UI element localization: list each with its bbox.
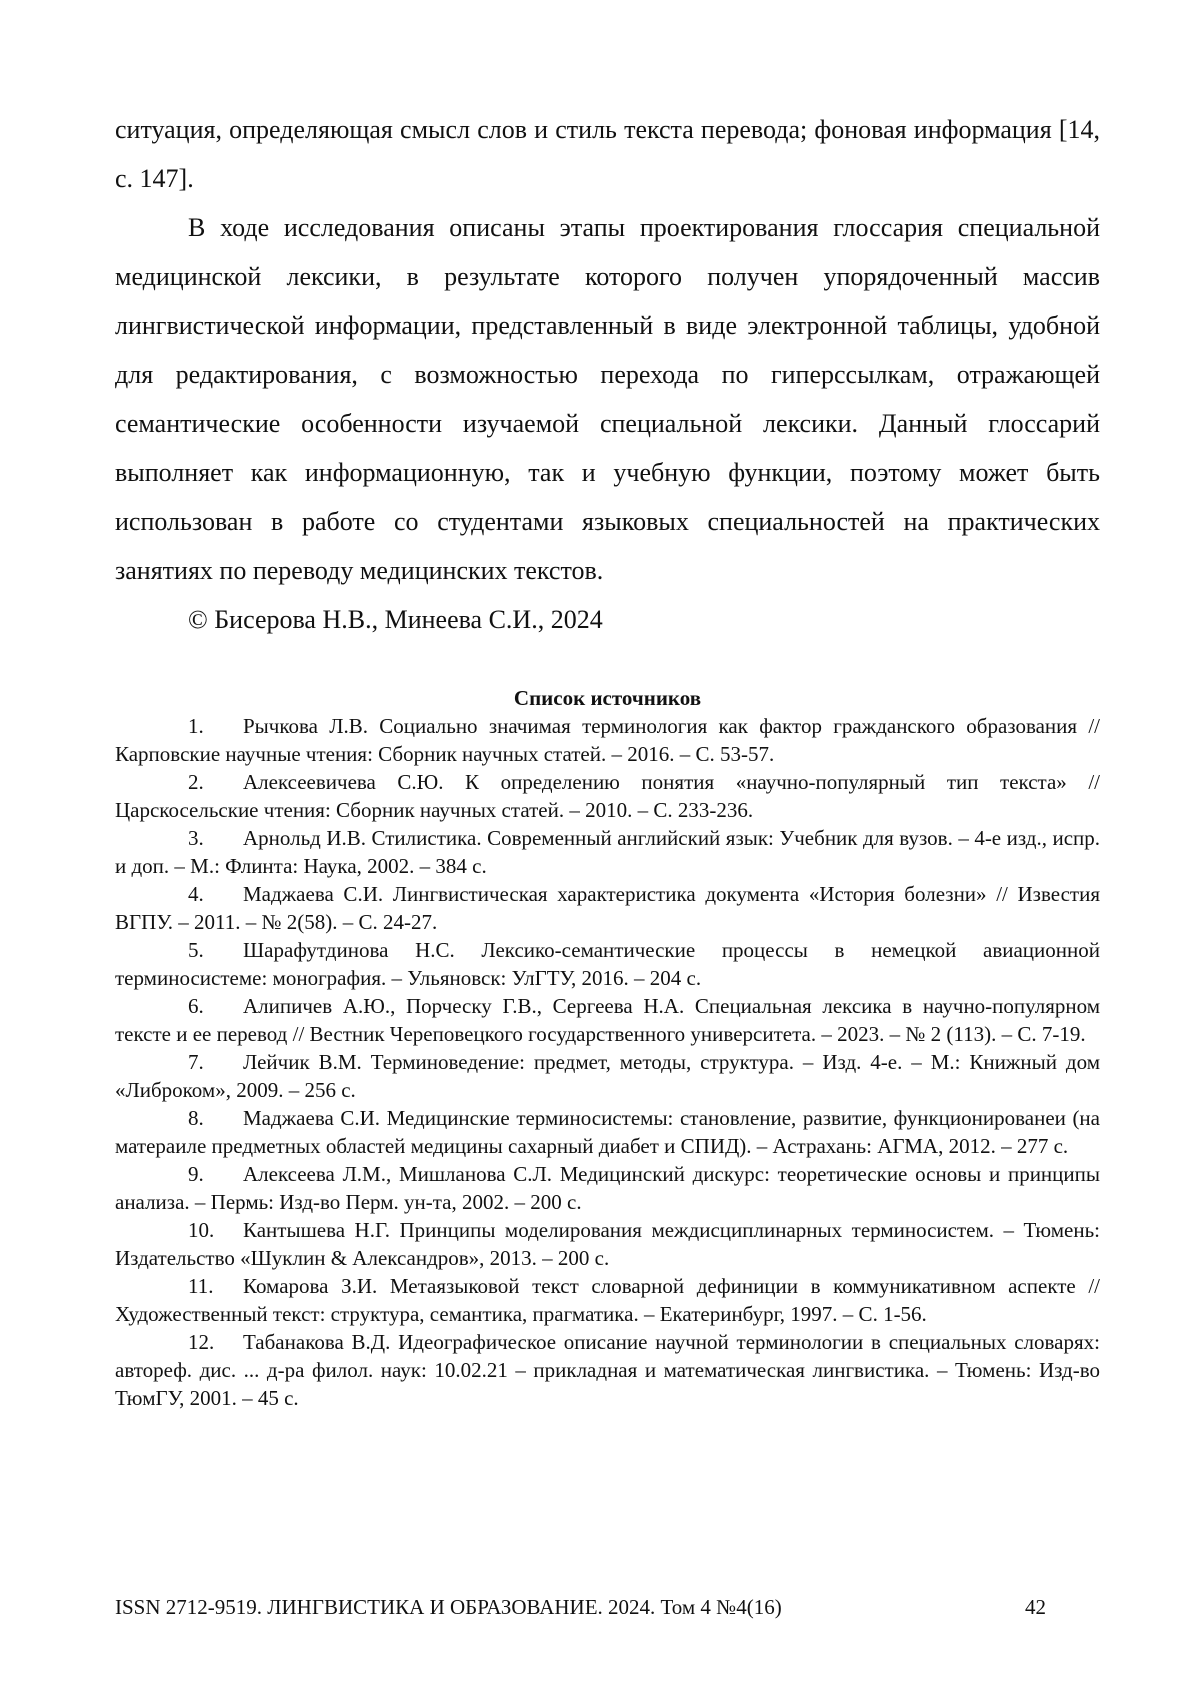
reference-text: Шарафутдинова Н.С. Лексико-семантические процессы в немецкой авиационной терминосистеме: монография. – Ульяновск: УлГТУ, 2016. – 204 с. (115, 938, 1100, 990)
reference-text: Кантышева Н.Г. Принципы моделирования междисциплинарных терминосистем. – Тюмень: Издательство «Шуклин & Александров», 2013. – 200 с. (115, 1218, 1100, 1270)
body-paragraph-2: В ходе исследования описаны этапы проектирования глоссария специальной медицинской лексики, в результате которого получен упорядоченный массив лингвистической информации, представленный в виде электронной таблицы, удобной для редактирования, с возможностью перехода по гиперссылкам, отражающей семантические особенности изучаемой специальной лексики. Данный глоссарий выполняет как информационную, так и учебную функции, поэтому может быть использован в работе со студентами языковых специальностей на практических занятиях по переводу медицинских текстов. (115, 213, 1100, 585)
reference-item (115, 768, 1100, 824)
reference-number: 8. (188, 1106, 204, 1130)
reference-text: Алексеевичева С.Ю. К определению понятия «научно-популярный тип текста» // Царскосельские чтения: Сборник научных статей. – 2010. – С. 233-236. (115, 770, 1100, 822)
reference-number: 12. (188, 1330, 215, 1354)
reference-item (115, 1104, 1100, 1160)
reference-number: 5. (188, 938, 204, 962)
reference-item (115, 1216, 1100, 1272)
reference-text: Табанакова В.Д. Идеографическое описание научной терминологии в специальных словарях: автореф. дис. ... д-ра филол. наук: 10.02.21 – прикладная и математическая лингвистика. – Тюмень: Изд-во ТюмГУ, 2001. – 45 с. (115, 1330, 1100, 1410)
reference-item (115, 936, 1100, 992)
footer-journal-info: ISSN 2712-9519. ЛИНГВИСТИКА И ОБРАЗОВАНИЕ. 2024. Том 4 №4(16) (115, 1595, 782, 1619)
reference-item (115, 1328, 1100, 1412)
reference-item (115, 992, 1100, 1048)
reference-item (115, 1160, 1100, 1216)
copyright-line: © Бисерова Н.В., Минеева С.И., 2024 (188, 605, 603, 634)
reference-item (115, 712, 1100, 768)
reference-text: Алексеева Л.М., Мишланова С.Л. Медицинский дискурс: теоретические основы и принципы анализа. – Пермь: Изд-во Перм. ун-та, 2002. – 200 с. (115, 1162, 1100, 1214)
reference-text: Маджаева С.И. Медицинские терминосистемы: становление, развитие, функционированеи (на матераиле предметных областей медицины сахарный диабет и СПИД). – Астрахань: АГМА, 2012. – 277 с. (115, 1106, 1100, 1158)
page-number: 42 (1025, 1595, 1046, 1619)
reference-number: 10. (188, 1218, 215, 1242)
reference-number: 4. (188, 882, 204, 906)
reference-text: Лейчик В.М. Терминоведение: предмет, методы, структура. – Изд. 4-е. – М.: Книжный дом «Либроком», 2009. – 256 с. (115, 1050, 1100, 1102)
references-list (115, 712, 1100, 1412)
reference-number: 7. (188, 1050, 204, 1074)
reference-text: Маджаева С.И. Лингвистическая характеристика документа «История болезни» // Известия ВГПУ. – 2011. – № 2(58). – С. 24-27. (115, 882, 1100, 934)
reference-item (115, 1272, 1100, 1328)
reference-number: 6. (188, 994, 204, 1018)
reference-item (115, 824, 1100, 880)
references-title: Список источников (513, 686, 702, 710)
reference-text: Арнольд И.В. Стилистика. Современный английский язык: Учебник для вузов. – 4-е изд., испр. и доп. – М.: Флинта: Наука, 2002. – 384 с. (115, 826, 1100, 878)
reference-number: 11. (188, 1274, 214, 1298)
reference-text: Алипичев А.Ю., Порческу Г.В., Сергеева Н.А. Специальная лексика в научно-популярном тексте и ее перевод // Вестник Череповецкого государственного университета. – 2023. – № 2 (113). – С. 7-19. (115, 994, 1100, 1046)
body-paragraph-1: ситуация, определяющая смысл слов и стиль текста перевода; фоновая информация [14, с. 147]. (115, 115, 1100, 193)
reference-text: Рычкова Л.В. Социально значимая терминология как фактор гражданского образования // Карповские научные чтения: Сборник научных статей. – 2016. – С. 53-57. (115, 714, 1100, 766)
reference-text: Комарова З.И. Метаязыковой текст словарной дефиниции в коммуникативном аспекте // Художественный текст: структура, семантика, прагматика. – Екатеринбург, 1997. – С. 1-56. (115, 1274, 1100, 1326)
reference-number: 3. (188, 826, 204, 850)
reference-item (115, 1048, 1100, 1104)
reference-item (115, 880, 1100, 936)
reference-number: 2. (188, 770, 204, 794)
reference-number: 9. (188, 1162, 204, 1186)
reference-number: 1. (188, 714, 204, 738)
page-content (115, 105, 1100, 1412)
